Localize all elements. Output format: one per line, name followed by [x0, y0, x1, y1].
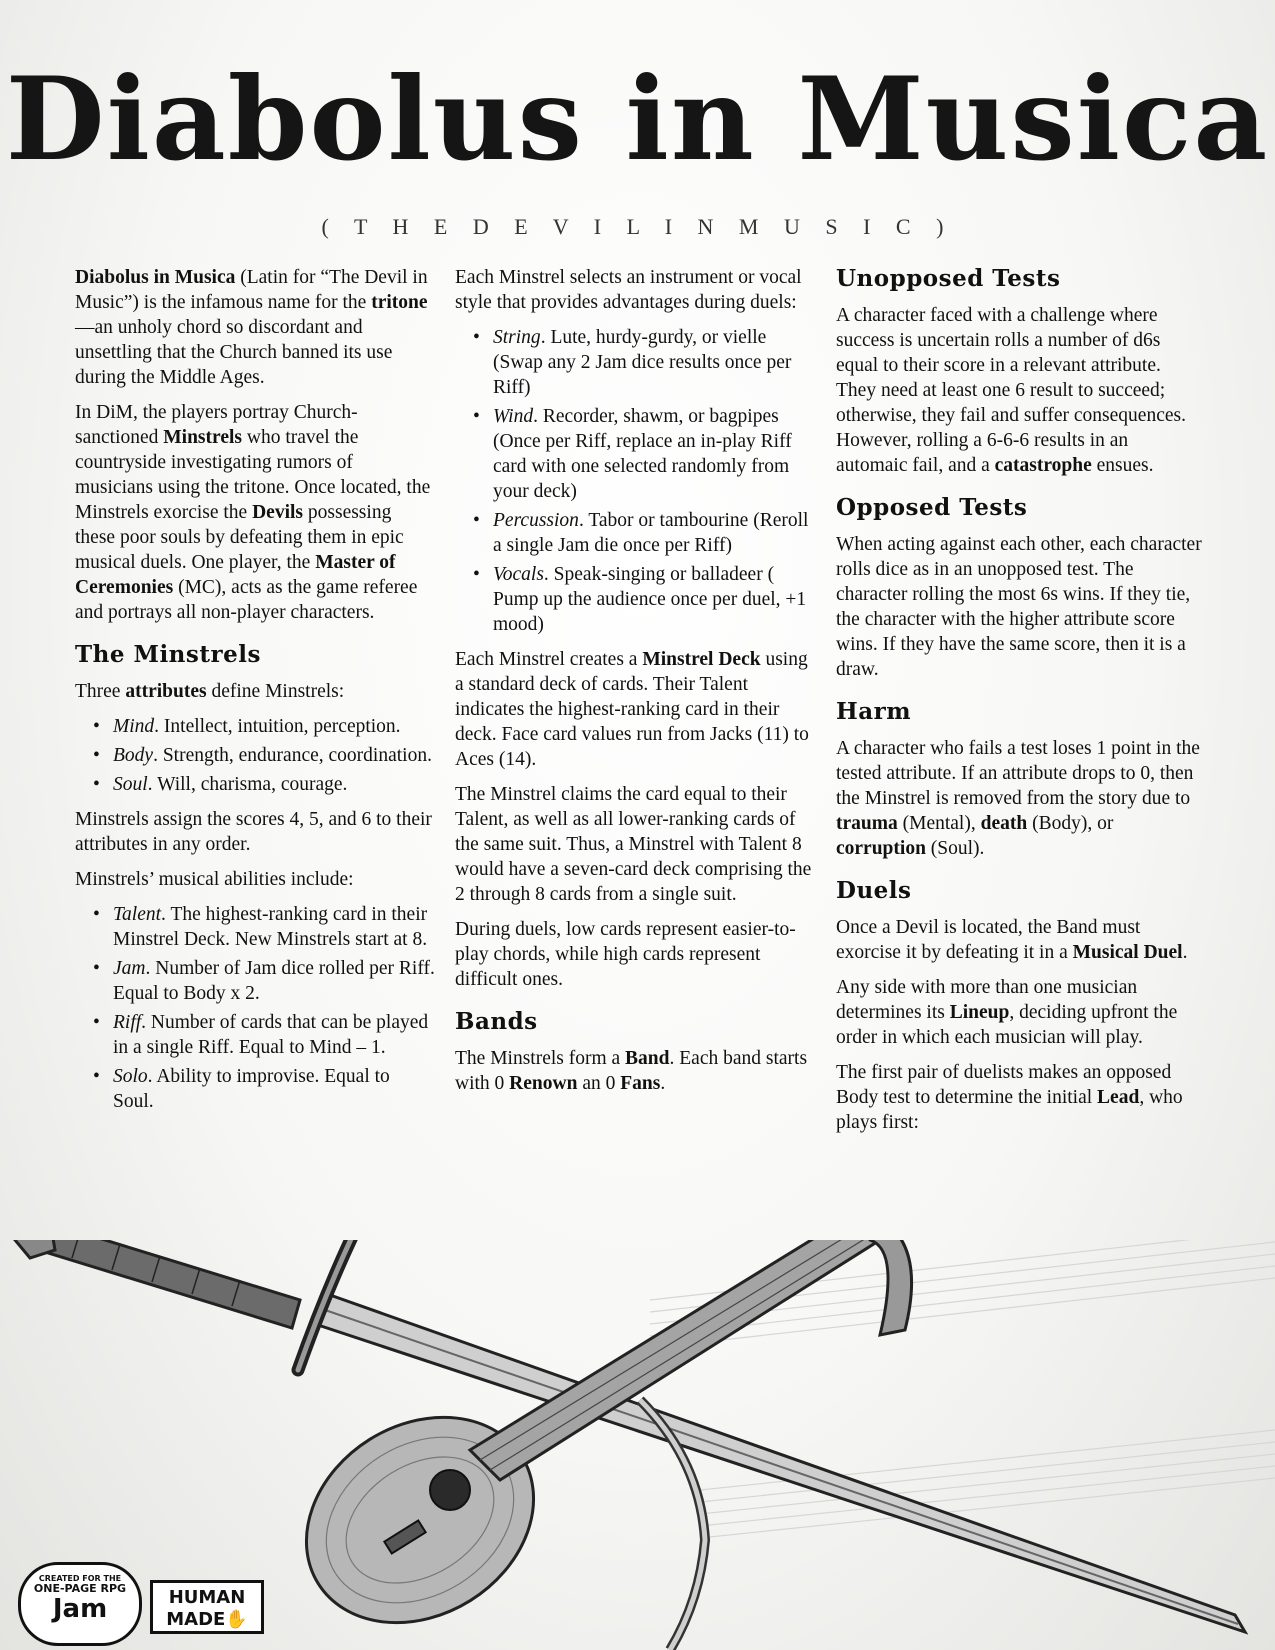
jam-badge-line3: Jam	[52, 1594, 108, 1624]
dim-text-2: who travel the countryside investigating rumors of musicians using the tritone. Once located, the Minstrels exorcise the	[75, 427, 431, 523]
unopposed-paragraph	[836, 303, 1202, 478]
dim-text-4: (MC), acts as the game referee and portrays all non-player characters.	[75, 577, 418, 623]
unopp-text-1: A character faced with a challenge where success is uncertain rolls a number of d6s equal to their score in a relevant attribute. They need at least one 6 result to succeed; otherwise, they fail and suffer consequences. However, rolling a 6-6-6 results in an automaic fail, and a	[836, 305, 1186, 476]
abilities-intro: Minstrels’ musical abilities include:	[75, 869, 354, 890]
attr-bold: attributes	[125, 681, 207, 702]
bands-paragraph	[455, 1046, 820, 1096]
item-name: Riff	[113, 1012, 142, 1033]
instruments-list	[455, 325, 820, 637]
list-item	[113, 772, 435, 797]
list-item	[493, 508, 820, 558]
abilities-list	[75, 902, 435, 1114]
item-desc: . Tabor or tambourine (Reroll a single Jam die once per Riff)	[493, 510, 809, 556]
item-desc: . Speak-singing or balladeer ( Pump up the audience once per duel, +1 mood)	[493, 564, 807, 635]
page-subtitle: ( T H E D E V I L I N M U S I C )	[321, 214, 954, 239]
list-item	[113, 1064, 435, 1114]
lead-text-1: The first pair of duelists makes an opposed Body test to determine the initial	[836, 1062, 1172, 1108]
instruments-intro: Each Minstrel selects an instrument or vocal style that provides advantages during duels:	[455, 267, 802, 313]
list-item	[493, 325, 820, 400]
item-name: Vocals	[493, 564, 544, 585]
harm-text-2: (Mental),	[897, 813, 981, 834]
dim-text-3: possessing these poor souls by defeating them in epic musical duels. One player, the	[75, 502, 404, 573]
duels-text-1: Once a Devil is located, the Band must exorcise it by defeating it in a	[836, 917, 1141, 963]
bands-text-4: .	[660, 1073, 666, 1094]
intro-text-2: —an unholy chord so discordant and unsettling that the Church banned its use during the Middle Ages.	[75, 317, 393, 388]
dim-bold-devils: Devils	[252, 502, 304, 523]
dim-text-1: In DiM, the players portray Church-sanctioned	[75, 402, 358, 448]
column-3	[836, 265, 1202, 1145]
attr-text-1: Three	[75, 681, 126, 702]
list-item	[113, 743, 435, 768]
page-title: Diabolus in Musica	[5, 52, 1270, 186]
item-name: Solo	[113, 1066, 148, 1087]
deck-text-1: Each Minstrel creates a	[455, 649, 643, 670]
item-name: String	[493, 327, 541, 348]
bands-text-1: The Minstrels form a	[455, 1048, 626, 1069]
deck-text-2: using a standard deck of cards. Their Talent indicates the highest-ranking card in their deck. Face card values run from Jacks (11) to Aces (14).	[455, 649, 809, 770]
lineup-paragraph	[836, 975, 1202, 1050]
bands-text-3: an 0	[577, 1073, 621, 1094]
bands-bold-band: Band	[625, 1048, 670, 1069]
intro-bold-tritone: tritone	[371, 292, 428, 313]
item-desc: . Will, charisma, courage.	[147, 774, 348, 795]
column-2	[455, 265, 820, 1106]
human-made-badge	[150, 1580, 264, 1634]
item-desc: . Intellect, intuition, perception.	[154, 716, 401, 737]
duels-text-2: .	[1182, 942, 1188, 963]
lead-bold: Lead	[1097, 1087, 1140, 1108]
heading-opposed-tests: Opposed Tests	[836, 494, 1028, 521]
item-desc: . Number of cards that can be played in a single Riff. Equal to Mind – 1.	[113, 1012, 429, 1058]
human-badge-line1: HUMAN	[168, 1587, 246, 1608]
intro-bold-title: Diabolus in Musica	[75, 267, 236, 288]
assign-paragraph: Minstrels assign the scores 4, 5, and 6 to their attributes in any order.	[75, 809, 432, 855]
dim-bold-mc: Master of Ceremonies	[75, 552, 396, 598]
deck-bold: Minstrel Deck	[642, 649, 761, 670]
lineup-text-1: Any side with more than one musician determines its	[836, 977, 1138, 1023]
rpg-jam-badge	[18, 1562, 142, 1646]
item-desc: . The highest-ranking card in their Minstrel Deck. New Minstrels start at 8.	[113, 904, 428, 950]
item-name: Talent	[113, 904, 162, 925]
jam-badge-line1: CREATED FOR THE	[38, 1574, 122, 1583]
unopp-text-2: ensues.	[1091, 455, 1154, 476]
duels-paragraph	[836, 915, 1202, 965]
opposed-paragraph: When acting against each other, each character rolls dice as in an unopposed test. The character rolling the most 6s wins. If they tie, the character with the higher attribute score wins. If they have the same score, then it is a draw.	[836, 534, 1202, 680]
heading-minstrels: The Minstrels	[75, 641, 261, 668]
intro-paragraph	[75, 265, 435, 390]
deck-paragraph	[455, 647, 820, 772]
lineup-text-2: , deciding upfront the order in which each musician will play.	[836, 1002, 1178, 1048]
harm-paragraph	[836, 736, 1202, 861]
item-name: Soul	[113, 774, 148, 795]
heading-harm: Harm	[836, 698, 912, 725]
attributes-list	[75, 714, 435, 797]
heading-unopposed-tests: Unopposed Tests	[836, 265, 1061, 292]
harm-text-3: (Body), or	[1027, 813, 1114, 834]
bands-text-2: . Each band starts with 0	[455, 1048, 808, 1094]
heading-duels: Duels	[836, 877, 912, 904]
list-item	[113, 902, 435, 952]
item-name: Wind	[493, 406, 534, 427]
harm-bold-corruption: corruption	[836, 838, 926, 859]
lineup-bold: Lineup	[949, 1002, 1010, 1023]
human-badge-line2: MADE✋	[166, 1609, 248, 1630]
bands-bold-renown: Renown	[509, 1073, 578, 1094]
duels-bold: Musical Duel	[1072, 942, 1183, 963]
list-item	[113, 956, 435, 1006]
harm-bold-death: death	[980, 813, 1028, 834]
item-desc: . Ability to improvise. Equal to Soul.	[113, 1066, 390, 1112]
list-item	[493, 562, 820, 637]
duel-cards-paragraph: During duels, low cards represent easier-to-play chords, while high cards represent difficult ones.	[455, 919, 796, 990]
item-desc: . Strength, endurance, coordination.	[153, 745, 432, 766]
list-item	[113, 714, 435, 739]
item-name: Percussion	[493, 510, 579, 531]
item-name: Mind	[113, 716, 155, 737]
harm-text-4: (Soul).	[925, 838, 985, 859]
item-desc: . Number of Jam dice rolled per Riff. Equal to Body x 2.	[113, 958, 435, 1004]
column-1	[75, 265, 435, 1124]
list-item	[113, 1010, 435, 1060]
attributes-intro	[75, 679, 435, 704]
claim-paragraph: The Minstrel claims the card equal to their Talent, as well as all lower-ranking cards of the same suit. Thus, a Minstrel with Talent 8 would have a seven-card deck comprising the 2 through 8 cards from a single suit.	[455, 784, 812, 905]
lead-paragraph	[836, 1060, 1202, 1135]
unopp-bold: catastrophe	[994, 455, 1092, 476]
dim-bold-minstrels: Minstrels	[163, 427, 242, 448]
harm-bold-trauma: trauma	[836, 813, 898, 834]
item-desc: . Lute, hurdy-gurdy, or vielle (Swap any 2 Jam dice results once per Riff)	[493, 327, 792, 398]
lead-text-2: , who plays first:	[836, 1087, 1183, 1133]
item-desc: . Recorder, shawm, or bagpipes (Once per Riff, replace an in-play Riff card with one selected randomly from your deck)	[493, 406, 792, 502]
bands-bold-fans: Fans	[620, 1073, 661, 1094]
item-name: Jam	[113, 958, 146, 979]
harm-text-1: A character who fails a test loses 1 point in the tested attribute. If an attribute drops to 0, then the Minstrel is removed from the story due to	[836, 738, 1200, 809]
item-name: Body	[113, 745, 154, 766]
intro-text-1: (Latin for “The Devil in Music”) is the infamous name for the	[75, 267, 428, 313]
list-item	[493, 404, 820, 504]
attr-text-2: define Minstrels:	[206, 681, 345, 702]
jam-badge-line2: ONE-PAGE RPG	[33, 1582, 127, 1595]
dim-paragraph	[75, 400, 435, 625]
heading-bands: Bands	[455, 1008, 538, 1035]
